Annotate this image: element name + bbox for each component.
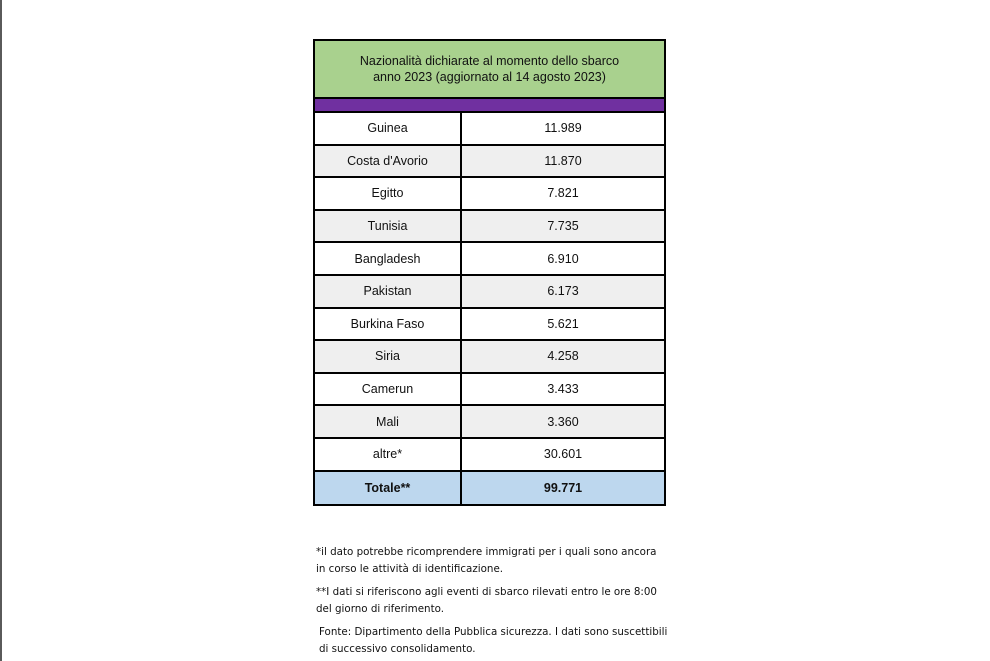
- value-cell: 6.910: [547, 251, 579, 266]
- value-cell: 4.258: [547, 349, 579, 364]
- country-cell: altre*: [315, 439, 462, 470]
- value-cell: 3.433: [547, 382, 579, 397]
- country-cell: Guinea: [315, 113, 462, 144]
- total-value: 99.771: [543, 480, 583, 495]
- table-row: [315, 243, 664, 276]
- table-header: [315, 41, 664, 99]
- table-row: [315, 146, 664, 179]
- table-row: [315, 439, 664, 472]
- total-row: [315, 472, 664, 505]
- footnote-identification: [316, 544, 676, 578]
- table-title-line2: anno 2023 (aggiornato al 14 agosto 2023): [373, 70, 606, 84]
- table-row: [315, 406, 664, 439]
- value-cell: 11.870: [544, 153, 582, 168]
- footnotes: [316, 544, 676, 658]
- value-cell: 7.821: [547, 186, 579, 201]
- source-note: [316, 624, 676, 658]
- nationality-table: [313, 39, 666, 506]
- value-cell: 11.989: [544, 121, 582, 136]
- value-cell: 7.735: [547, 219, 579, 234]
- table-title-line1: Nazionalità dichiarate al momento dello sbarco: [359, 54, 620, 68]
- country-cell: Pakistan: [315, 276, 462, 307]
- value-cell: 6.173: [547, 284, 579, 299]
- table-row: [315, 211, 664, 244]
- table-row: [315, 178, 664, 211]
- country-cell: Tunisia: [315, 211, 462, 242]
- table-row: [315, 309, 664, 342]
- footnote-landing-events: [316, 584, 676, 618]
- table-row: [315, 276, 664, 309]
- source-line: Fonte: Dipartimento della Pubblica sicurezza. I dati sono suscettibili: [319, 626, 668, 638]
- value-cell: 30.601: [543, 447, 583, 462]
- country-cell: Mali: [315, 406, 462, 437]
- page-left-edge: [0, 0, 2, 661]
- country-cell: Camerun: [315, 374, 462, 405]
- footnote-line: **I dati si riferiscono agli eventi di sbarco rilevati entro le ore 8:00: [316, 586, 657, 598]
- table-row: [315, 341, 664, 374]
- country-cell: Siria: [315, 341, 462, 372]
- value-cell: 3.360: [547, 414, 579, 429]
- table-row: [315, 374, 664, 407]
- header-band: [315, 99, 664, 113]
- table-row: [315, 113, 664, 146]
- country-cell: Egitto: [315, 178, 462, 209]
- country-cell: Bangladesh: [315, 243, 462, 274]
- footnote-line: del giorno di riferimento.: [316, 603, 444, 615]
- value-cell: 5.621: [547, 316, 579, 331]
- source-line: di successivo consolidamento.: [319, 643, 476, 655]
- footnote-line: *il dato potrebbe ricomprendere immigrati per i quali sono ancora: [316, 546, 657, 558]
- footnote-line: in corso le attività di identificazione.: [316, 563, 504, 575]
- total-label: Totale**: [315, 472, 462, 505]
- country-cell: Burkina Faso: [315, 309, 462, 340]
- country-cell: Costa d'Avorio: [315, 146, 462, 177]
